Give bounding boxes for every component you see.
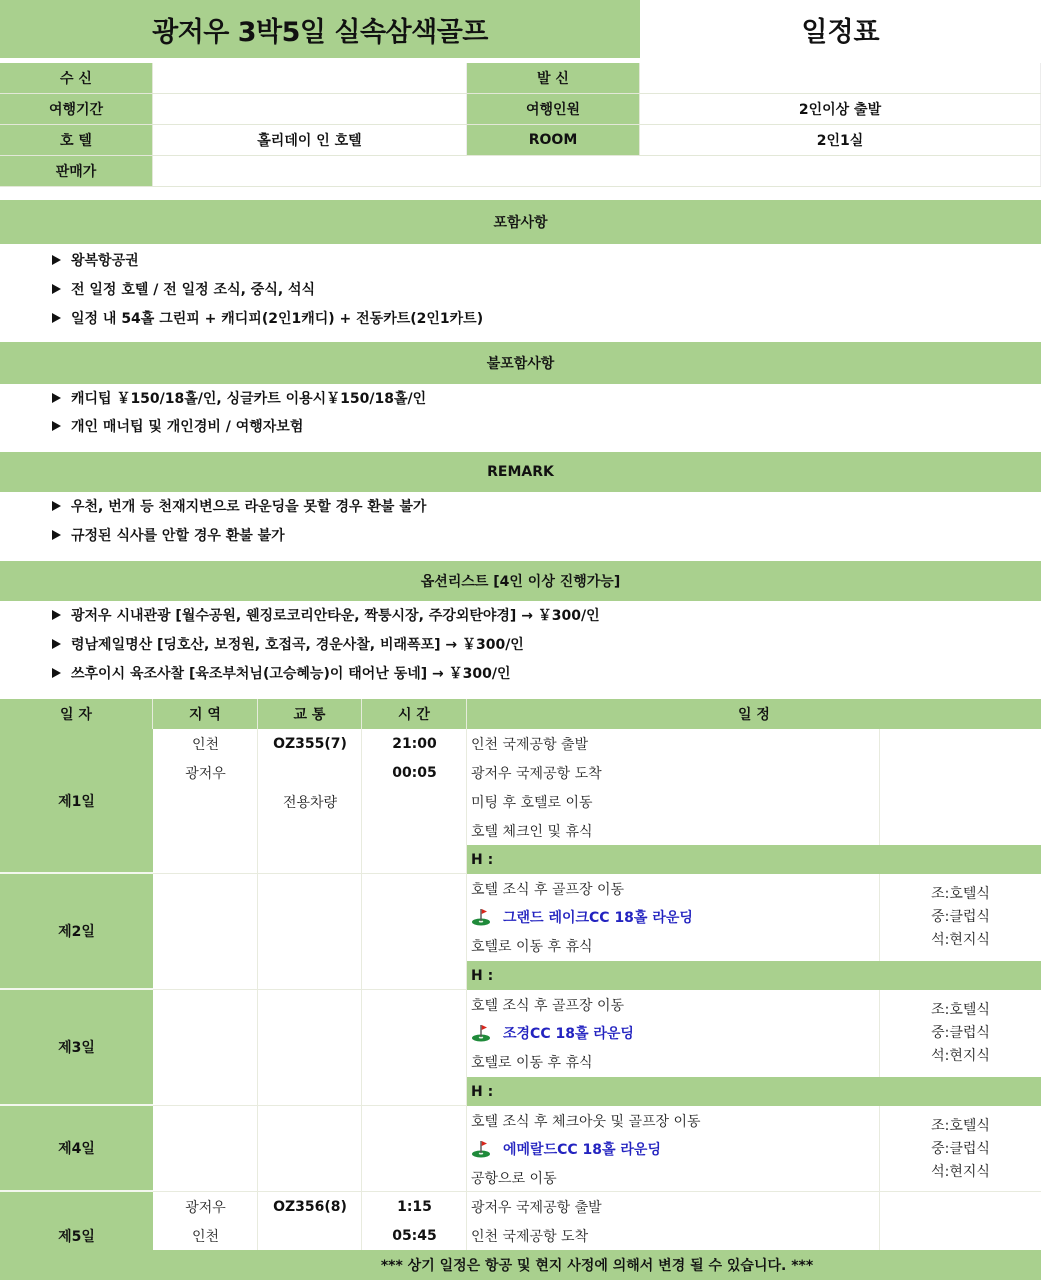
triangle-right-icon xyxy=(52,421,61,431)
day-4-meals: 조:호텔식 중:클럽식 석:현지식 xyxy=(931,1118,990,1180)
golf-flag-icon xyxy=(471,908,491,926)
day-5-meal-cell xyxy=(880,1192,1041,1250)
col-header-itinerary: 일 정 xyxy=(467,699,1041,729)
day-5-region-arrive: 인천 xyxy=(191,1228,220,1245)
day-1-region-depart: 인천 xyxy=(191,736,220,753)
info-row-period xyxy=(0,94,1041,125)
triangle-right-icon xyxy=(52,393,61,403)
day-1-activity: 미팅 후 호텔로 이동 xyxy=(471,794,593,811)
day-1-hotel-bar: H : xyxy=(467,845,1041,874)
triangle-right-icon xyxy=(52,639,61,649)
triangle-right-icon xyxy=(52,501,61,511)
day-4-label: 제4일 xyxy=(0,1106,153,1192)
sender-value[interactable] xyxy=(640,63,1041,93)
document-title: 광저우 3박5일 실속삼색골프 xyxy=(0,0,640,58)
day-5-activity: 인천 국제공항 도착 xyxy=(471,1228,589,1245)
day-4-golf-round: 에메랄드CC 18홀 라운딩 xyxy=(471,1134,661,1163)
day-1-region-arrive: 광저우 xyxy=(185,765,226,782)
included-item: 왕복항공권 xyxy=(52,245,139,274)
day-2-activity: 호텔로 이동 후 휴식 xyxy=(471,938,593,955)
document-type: 일정표 xyxy=(801,16,880,48)
triangle-right-icon xyxy=(52,530,61,540)
day-1-vehicle: 전용차량 xyxy=(282,794,338,811)
day-2-activity: 호텔 조식 후 골프장 이동 xyxy=(471,881,625,898)
day-3-label: 제3일 xyxy=(0,990,153,1106)
remark-item: 우천, 번개 등 천재지변으로 라운딩을 못할 경우 환불 불가 xyxy=(52,491,426,520)
day-3-activity: 호텔 조식 후 골프장 이동 xyxy=(471,997,625,1014)
day-2-label: 제2일 xyxy=(0,874,153,990)
excluded-header: 불포함사항 xyxy=(0,342,1041,384)
recipient-label: 수 신 xyxy=(0,63,153,93)
included-item: 전 일정 호텔 / 전 일정 조식, 중식, 석식 xyxy=(52,274,315,303)
day-2-transport-cell xyxy=(258,874,362,990)
golf-flag-icon xyxy=(471,1024,491,1042)
col-header-time: 시 간 xyxy=(362,699,467,729)
day-2-meals: 조:호텔식 중:클럽식 석:현지식 xyxy=(931,886,990,948)
day-4-transport-cell xyxy=(258,1106,362,1192)
triangle-right-icon xyxy=(52,313,61,323)
day-2-time-cell xyxy=(362,874,467,990)
travelers-value: 2인이상 출발 xyxy=(640,94,1041,124)
travel-period-value[interactable] xyxy=(153,94,467,124)
day-3-hotel-bar: H : xyxy=(467,1077,1041,1106)
info-row-hotel xyxy=(0,125,1041,156)
day-1-activity: 인천 국제공항 출발 xyxy=(471,736,589,753)
col-header-region: 지 역 xyxy=(153,699,258,729)
remark-item: 규정된 식사를 안할 경우 환불 불가 xyxy=(52,520,285,549)
triangle-right-icon xyxy=(52,284,61,294)
option-item: 광저우 시내관광 [월수공원, 웬징로코리안타운, 짝퉁시장, 주강외탄야경] → ￥300/인 xyxy=(52,600,600,629)
day-2-hotel-bar: H : xyxy=(467,961,1041,990)
day-2-region-cell xyxy=(153,874,258,990)
travel-period-label: 여행기간 xyxy=(0,94,153,124)
day-5-flight: OZ356(8) xyxy=(273,1198,347,1215)
triangle-right-icon xyxy=(52,668,61,678)
info-row-price xyxy=(0,156,1041,187)
day-5-label: 제5일 xyxy=(0,1192,153,1280)
day-1-flight: OZ355(7) xyxy=(273,735,347,752)
travelers-label: 여행인원 xyxy=(467,94,640,124)
day-4-activity: 공항으로 이동 xyxy=(471,1170,557,1187)
included-header: 포함사항 xyxy=(0,200,1041,244)
day-5-activity: 광저우 국제공항 출발 xyxy=(471,1199,602,1216)
day-5-region-depart: 광저우 xyxy=(185,1199,226,1216)
price-value[interactable] xyxy=(153,156,1041,186)
triangle-right-icon xyxy=(52,255,61,265)
day-3-activity: 호텔로 이동 후 휴식 xyxy=(471,1054,593,1071)
day-5-arrive-time: 05:45 xyxy=(392,1227,437,1244)
schedule-footer-note: *** 상기 일정은 항공 및 현지 사정에 의해서 변경 될 수 있습니다. *** xyxy=(153,1250,1041,1280)
option-item: 령남제일명산 [딩호산, 보정원, 호접곡, 경운사찰, 비래폭포] → ￥300/인 xyxy=(52,629,524,658)
day-3-transport-cell xyxy=(258,990,362,1106)
day-3-time-cell xyxy=(362,990,467,1106)
info-row-recipient xyxy=(0,63,1041,94)
recipient-value[interactable] xyxy=(153,63,467,93)
included-item: 일정 내 54홀 그린피 + 캐디피(2인1캐디) + 전동카트(2인1카트) xyxy=(52,303,483,332)
day-1-label: 제1일 xyxy=(0,729,153,874)
day-3-region-cell xyxy=(153,990,258,1106)
col-header-date: 일 자 xyxy=(0,699,153,729)
day-3-golf-round: 조경CC 18홀 라운딩 xyxy=(471,1018,634,1047)
day-5-depart-time: 1:15 xyxy=(397,1198,432,1215)
day-1-activity: 광저우 국제공항 도착 xyxy=(471,765,602,782)
info-table xyxy=(0,63,1041,187)
hotel-value: 홀리데이 인 호텔 xyxy=(153,125,467,155)
room-value: 2인1실 xyxy=(640,125,1041,155)
day-3-meals: 조:호텔식 중:클럽식 석:현지식 xyxy=(931,1002,990,1064)
day-1-depart-time: 21:00 xyxy=(392,735,437,752)
price-label: 판매가 xyxy=(0,156,153,186)
excluded-item: 캐디팁 ￥150/18홀/인, 싱글카트 이용시￥150/18홀/인 xyxy=(52,383,426,412)
remark-header: REMARK xyxy=(0,452,1041,492)
triangle-right-icon xyxy=(52,610,61,620)
day-2-golf-round: 그랜드 레이크CC 18홀 라운딩 xyxy=(471,902,693,931)
golf-flag-icon xyxy=(471,1140,491,1158)
option-item: 쓰후이시 육조사찰 [육조부처님(고승혜능)이 태어난 동네] → ￥300/인 xyxy=(52,658,510,687)
sender-label: 발 신 xyxy=(467,63,640,93)
day-4-activity: 호텔 조식 후 체크아웃 및 골프장 이동 xyxy=(471,1113,701,1130)
col-header-transport: 교 통 xyxy=(258,699,362,729)
day-1-arrive-time: 00:05 xyxy=(392,764,437,781)
day-4-time-cell xyxy=(362,1106,467,1192)
day-4-region-cell xyxy=(153,1106,258,1192)
hotel-label: 호 텔 xyxy=(0,125,153,155)
excluded-item: 개인 매너팁 및 개인경비 / 여행자보험 xyxy=(52,411,303,440)
day-1-meal-cell xyxy=(880,729,1041,845)
day-1-activity: 호텔 체크인 및 휴식 xyxy=(471,823,593,840)
room-label: ROOM xyxy=(467,125,640,155)
options-header: 옵션리스트 [4인 이상 진행가능] xyxy=(0,561,1041,601)
